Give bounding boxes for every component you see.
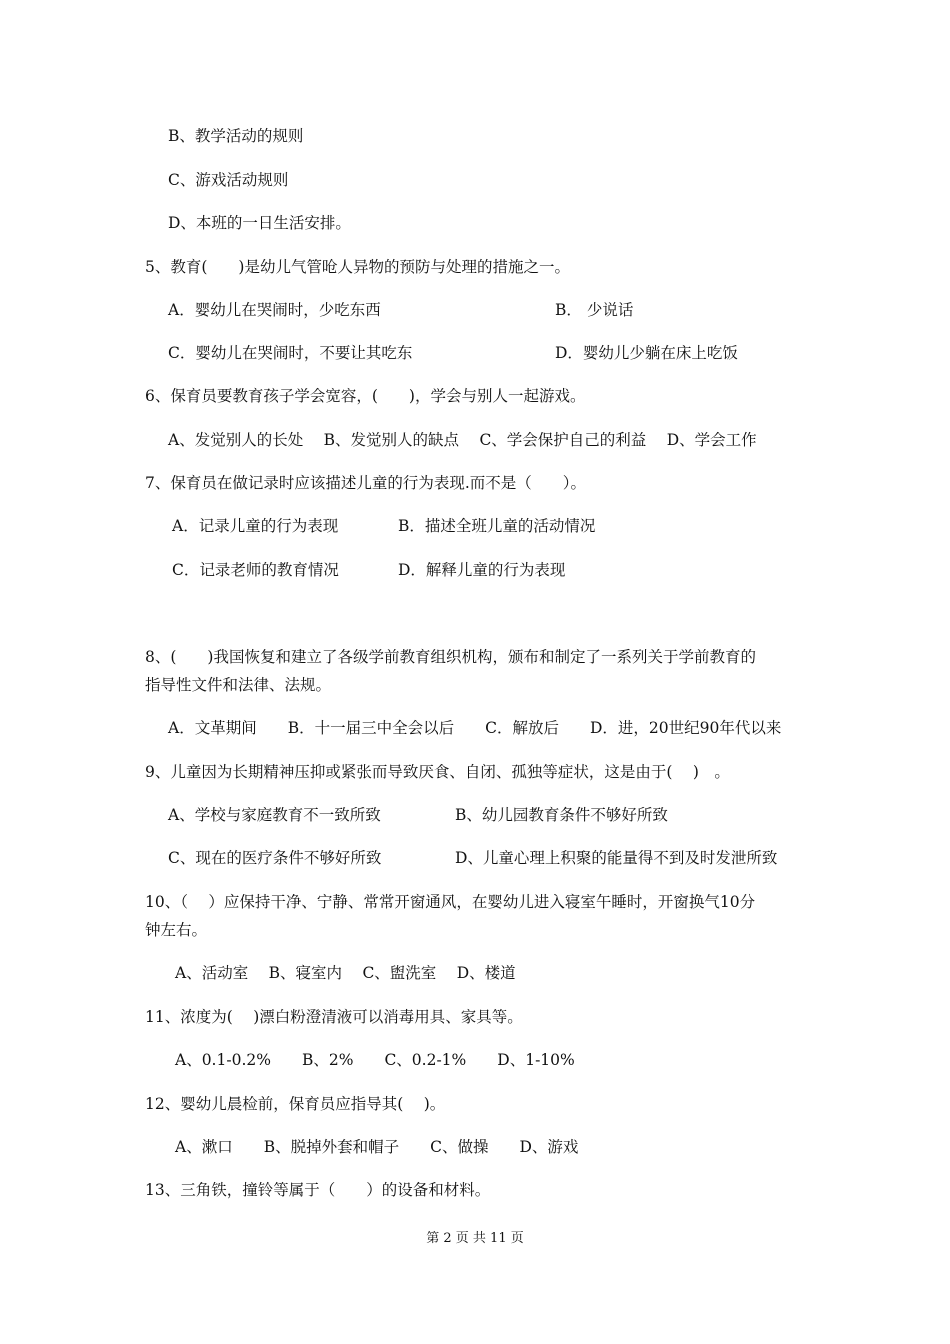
q5-option-b: B． 少说话 (555, 301, 634, 319)
q8-stem-line1: 8、( )我国恢复和建立了各级学前教育组织机构，颁布和制定了一系列关于学前教育的 (145, 648, 756, 666)
q5-option-d: D．婴幼儿少躺在床上吃饭 (555, 344, 738, 362)
q7-stem: 7、保育员在做记录时应该描述儿童的行为表现.而不是（ ）。 (145, 474, 587, 492)
q9-option-d: D、儿童心理上积聚的能量得不到及时发泄所致 (455, 849, 778, 867)
q5-option-a: A．婴幼儿在哭闹时，少吃东西 (168, 301, 381, 319)
q12-options: A、漱口 B、脱掉外套和帽子 C、做操 D、游戏 (175, 1138, 579, 1156)
q7-option-d: D．解释儿童的行为表现 (398, 561, 566, 579)
q9-stem: 9、儿童因为长期精神压抑或紧张而导致厌食、自闭、孤独等症状，这是由于( ) 。 (145, 763, 730, 781)
q7-option-b: B．描述全班儿童的活动情况 (398, 517, 596, 535)
q7-option-a: A．记录儿童的行为表现 (172, 517, 339, 535)
q13-stem: 13、三角铁，撞铃等属于（ ）的设备和材料。 (145, 1181, 491, 1199)
q6-stem: 6、保育员要教育孩子学会宽容，( )，学会与别人一起游戏。 (145, 387, 586, 405)
q10-options: A、活动室 B、寝室内 C、盥洗室 D、楼道 (175, 964, 516, 982)
q4-option-d: D、本班的一日生活安排。 (168, 214, 351, 232)
q8-stem-line2: 指导性文件和法律、法规。 (145, 676, 332, 694)
q9-option-a: A、学校与家庭教育不一致所致 (168, 806, 381, 824)
q5-option-c: C．婴幼儿在哭闹时，不要让其吃东 (168, 344, 413, 362)
q9-option-c: C、现在的医疗条件不够好所致 (168, 849, 382, 867)
q6-options: A、发觉别人的长处 B、发觉别人的缺点 C、学会保护自己的利益 D、学会工作 (168, 431, 757, 449)
q10-stem-line2: 钟左右。 (145, 921, 208, 939)
q9-option-b: B、幼儿园教育条件不够好所致 (455, 806, 668, 824)
q8-options: A．文革期间 B．十一届三中全会以后 C．解放后 D．进，20世纪90年代以来 (168, 719, 782, 737)
q12-stem: 12、婴幼儿晨检前，保育员应指导其( )。 (145, 1095, 446, 1113)
q4-option-b: B、教学活动的规则 (168, 127, 304, 145)
q7-option-c: C．记录老师的教育情况 (172, 561, 339, 579)
q4-option-c: C、游戏活动规则 (168, 171, 289, 189)
q10-stem-line1: 10、（ ）应保持干净、宁静、常常开窗通风，在婴幼儿进入寝室午睡时，开窗换气10分 (145, 893, 756, 911)
q5-stem: 5、教育( )是幼儿气管呛人异物的预防与处理的措施之一。 (145, 258, 570, 276)
q11-options: A、0.1-0.2% B、2% C、0.2-1% D、1-10% (175, 1051, 575, 1069)
page-footer: 第 2 页 共 11 页 (426, 1231, 524, 1246)
q11-stem: 11、浓度为( )漂白粉澄清液可以消毒用具、家具等。 (145, 1008, 523, 1026)
